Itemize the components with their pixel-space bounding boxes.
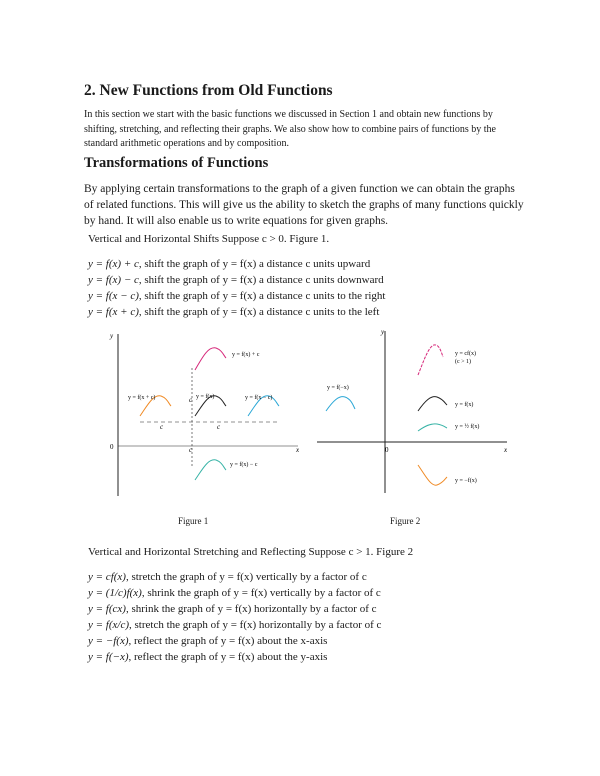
figure-2-caption: Figure 2: [390, 516, 421, 526]
shift-rule: y = f(x) − c, shift the graph of y = f(x) a distance c units downward: [88, 274, 384, 286]
fig1-label-up: y = f(x) + c: [232, 352, 260, 358]
stretch-rule: y = cf(x), stretch the graph of y = f(x) vertically by a factor of c: [88, 571, 367, 583]
fig1-curve-up: [195, 348, 226, 370]
fig1-c-label-right: c: [217, 423, 221, 431]
fig2-curve-stretch: [418, 345, 443, 375]
figure-1-caption: Figure 1: [178, 516, 209, 526]
shift-rule: y = f(x) + c, shift the graph of y = f(x) a distance c units upward: [88, 258, 371, 270]
shift-rule: y = f(x + c), shift the graph of y = f(x) a distance c units to the left: [88, 306, 380, 318]
fig1-c-label-left: c: [160, 423, 164, 431]
stretch-rule: y = f(−x), reflect the graph of y = f(x) about the y-axis: [88, 651, 328, 663]
fig1-label-right: y = f(x − c): [245, 395, 273, 401]
fig2-curve-horiz: [326, 397, 355, 411]
fig1-curve-down: [195, 460, 226, 480]
figure-2-graph: [313, 325, 513, 495]
fig1-origin-label: 0: [110, 443, 114, 451]
fig1-y-label: y: [110, 332, 114, 340]
subsection-heading: Transformations of Functions: [84, 155, 269, 171]
fig1-label-base: y = f(x): [196, 394, 215, 400]
stretch-rule: y = f(x/c), stretch the graph of y = f(x) horizontally by a factor of c: [88, 619, 382, 631]
fig2-label-horiz: y = f(−x): [327, 385, 349, 391]
fig1-c-label-down: c: [189, 446, 193, 454]
fig2-x-label: x: [504, 446, 508, 454]
fig2-label-stretch-note: (c > 1): [455, 359, 472, 365]
stretch-rule: y = f(cx), shrink the graph of y = f(x) horizontally by a factor of c: [88, 603, 377, 615]
fig2-y-label: y: [381, 328, 385, 336]
section-heading: 2. New Functions from Old Functions: [84, 82, 333, 99]
fig2-curve-reflect: [418, 465, 447, 485]
stretch-rule: y = (1/c)f(x), shrink the graph of y = f(x) vertically by a factor of c: [88, 587, 381, 599]
fig2-curve-shrink: [418, 424, 447, 431]
shifts-caption: Vertical and Horizontal Shifts Suppose c > 0. Figure 1.: [88, 233, 330, 245]
fig2-label-base: y = f(x): [455, 402, 474, 408]
stretch-caption: Vertical and Horizontal Stretching and Reflecting Suppose c > 1. Figure 2: [88, 546, 414, 558]
fig1-label-left: y = f(x + c): [128, 395, 156, 401]
fig2-label-reflect: y = −f(x): [455, 478, 477, 484]
stretch-rule: y = −f(x), reflect the graph of y = f(x) about the x-axis: [88, 635, 328, 647]
fig2-curve-base: [418, 397, 447, 411]
figure-1-graph: [100, 328, 305, 498]
fig2-label-shrink: y = ½ f(x): [455, 424, 480, 430]
fig1-x-label: x: [296, 446, 300, 454]
fig1-label-down: y = f(x) − c: [230, 462, 258, 468]
fig2-origin-label: 0: [385, 446, 389, 454]
intro-paragraph: In this section we start with the basic functions we discussed in Section 1 and obtain new functions by shifting, stretching, and reflecting their graphs. We also show how to combine pairs of functions by the standard arithmetic operations and by composition.: [84, 109, 496, 149]
shift-rule: y = f(x − c), shift the graph of y = f(x) a distance c units to the right: [88, 290, 386, 302]
fig1-c-label-up: c: [189, 396, 193, 404]
fig2-label-stretch: y = cf(x): [455, 351, 477, 357]
body-paragraph: By applying certain transformations to the graph of a given function we can obtain the graphs of related functions. This will give us the ability to sketch the graphs of many functions quickly by hand. It will also enable us to write equations for given graphs.: [84, 183, 524, 227]
